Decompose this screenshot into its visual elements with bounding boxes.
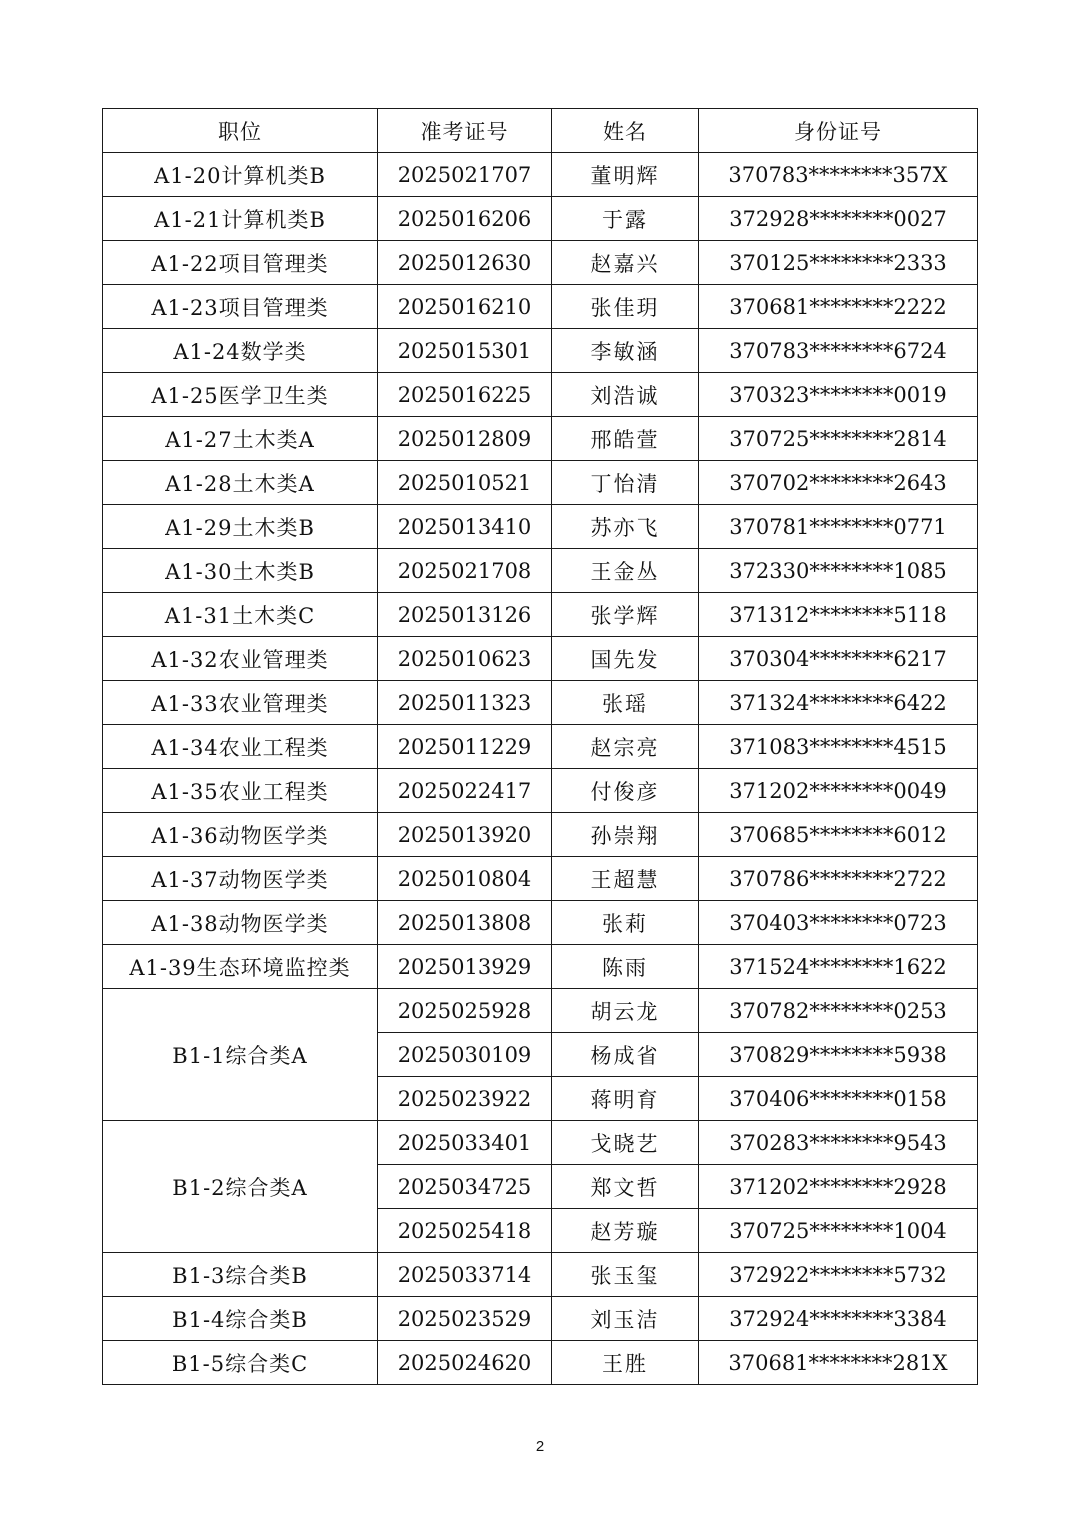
header-id-number: 身份证号 (699, 109, 978, 153)
id-number-cell: 370781********0771 (699, 505, 978, 549)
exam-number-cell: 2025021708 (378, 549, 552, 593)
table-row (103, 1253, 978, 1297)
id-number-cell: 370725********2814 (699, 417, 978, 461)
id-number-cell: 372928********0027 (699, 197, 978, 241)
exam-number-cell: 2025021707 (378, 153, 552, 197)
table-row (103, 637, 978, 681)
name-cell: 刘玉洁 (552, 1297, 699, 1341)
exam-number-cell: 2025011323 (378, 681, 552, 725)
id-number-cell: 370304********6217 (699, 637, 978, 681)
table-row (103, 153, 978, 197)
exam-number-cell: 2025024620 (378, 1341, 552, 1385)
id-number-cell: 372924********3384 (699, 1297, 978, 1341)
table-row (103, 329, 978, 373)
id-number-cell: 370829********5938 (699, 1033, 978, 1077)
name-cell: 胡云龙 (552, 989, 699, 1033)
table-row (103, 373, 978, 417)
exam-number-cell: 2025011229 (378, 725, 552, 769)
id-number-cell: 371083********4515 (699, 725, 978, 769)
name-cell: 郑文哲 (552, 1165, 699, 1209)
name-cell: 邢皓萱 (552, 417, 699, 461)
exam-number-cell: 2025013126 (378, 593, 552, 637)
id-number-cell: 370681********281X (699, 1341, 978, 1385)
name-cell: 张佳玥 (552, 285, 699, 329)
exam-number-cell: 2025010521 (378, 461, 552, 505)
exam-number-cell: 2025030109 (378, 1033, 552, 1077)
position-cell: A1-24数学类 (103, 329, 378, 373)
exam-number-cell: 2025012809 (378, 417, 552, 461)
exam-number-cell: 2025033401 (378, 1121, 552, 1165)
exam-number-cell: 2025033714 (378, 1253, 552, 1297)
id-number-cell: 370283********9543 (699, 1121, 978, 1165)
position-cell: B1-2综合类A (103, 1121, 378, 1253)
name-cell: 赵宗亮 (552, 725, 699, 769)
table-row (103, 197, 978, 241)
id-number-cell: 370786********2722 (699, 857, 978, 901)
name-cell: 孙崇翔 (552, 813, 699, 857)
position-cell: B1-5综合类C (103, 1341, 378, 1385)
id-number-cell: 371202********2928 (699, 1165, 978, 1209)
id-number-cell: 370406********0158 (699, 1077, 978, 1121)
position-cell: A1-21计算机类B (103, 197, 378, 241)
exam-number-cell: 2025025928 (378, 989, 552, 1033)
position-cell: A1-38动物医学类 (103, 901, 378, 945)
exam-number-cell: 2025023529 (378, 1297, 552, 1341)
id-number-cell: 370685********6012 (699, 813, 978, 857)
table-row (103, 549, 978, 593)
id-number-cell: 370323********0019 (699, 373, 978, 417)
exam-number-cell: 2025013808 (378, 901, 552, 945)
name-cell: 王胜 (552, 1341, 699, 1385)
name-cell: 国先发 (552, 637, 699, 681)
table-row (103, 989, 978, 1033)
name-cell: 张瑶 (552, 681, 699, 725)
id-number-cell: 371312********5118 (699, 593, 978, 637)
position-cell: A1-37动物医学类 (103, 857, 378, 901)
name-cell: 张莉 (552, 901, 699, 945)
table-body (103, 153, 978, 1385)
table-row (103, 461, 978, 505)
id-number-cell: 371524********1622 (699, 945, 978, 989)
name-cell: 杨成省 (552, 1033, 699, 1077)
id-number-cell: 370681********2222 (699, 285, 978, 329)
position-cell: A1-39生态环境监控类 (103, 945, 378, 989)
name-cell: 戈晓艺 (552, 1121, 699, 1165)
exam-number-cell: 2025013929 (378, 945, 552, 989)
exam-number-cell: 2025010804 (378, 857, 552, 901)
header-exam-number: 准考证号 (378, 109, 552, 153)
table-row (103, 681, 978, 725)
exam-number-cell: 2025012630 (378, 241, 552, 285)
table-row (103, 857, 978, 901)
exam-number-cell: 2025034725 (378, 1165, 552, 1209)
exam-number-cell: 2025023922 (378, 1077, 552, 1121)
table-row (103, 1121, 978, 1165)
id-number-cell: 370783********357X (699, 153, 978, 197)
position-cell: A1-34农业工程类 (103, 725, 378, 769)
id-number-cell: 372330********1085 (699, 549, 978, 593)
candidate-table (102, 108, 978, 1385)
name-cell: 于露 (552, 197, 699, 241)
name-cell: 王超慧 (552, 857, 699, 901)
position-cell: A1-32农业管理类 (103, 637, 378, 681)
table-row (103, 505, 978, 549)
position-cell: A1-28土木类A (103, 461, 378, 505)
name-cell: 丁怡清 (552, 461, 699, 505)
table-row (103, 1297, 978, 1341)
position-cell: A1-27土木类A (103, 417, 378, 461)
header-name: 姓名 (552, 109, 699, 153)
id-number-cell: 372922********5732 (699, 1253, 978, 1297)
position-cell: A1-33农业管理类 (103, 681, 378, 725)
exam-number-cell: 2025013410 (378, 505, 552, 549)
header-row (103, 109, 978, 153)
position-cell: A1-29土木类B (103, 505, 378, 549)
position-cell: A1-25医学卫生类 (103, 373, 378, 417)
name-cell: 赵嘉兴 (552, 241, 699, 285)
exam-number-cell: 2025015301 (378, 329, 552, 373)
exam-number-cell: 2025016206 (378, 197, 552, 241)
name-cell: 苏亦飞 (552, 505, 699, 549)
id-number-cell: 370782********0253 (699, 989, 978, 1033)
table-row (103, 725, 978, 769)
name-cell: 蒋明育 (552, 1077, 699, 1121)
name-cell: 王金丛 (552, 549, 699, 593)
name-cell: 刘浩诚 (552, 373, 699, 417)
position-cell: A1-22项目管理类 (103, 241, 378, 285)
name-cell: 李敏涵 (552, 329, 699, 373)
exam-number-cell: 2025016210 (378, 285, 552, 329)
table-row (103, 901, 978, 945)
name-cell: 董明辉 (552, 153, 699, 197)
exam-number-cell: 2025025418 (378, 1209, 552, 1253)
exam-number-cell: 2025013920 (378, 813, 552, 857)
id-number-cell: 370403********0723 (699, 901, 978, 945)
page-number: 2 (535, 1438, 545, 1455)
table-row (103, 813, 978, 857)
table-row (103, 769, 978, 813)
table-row (103, 417, 978, 461)
id-number-cell: 370783********6724 (699, 329, 978, 373)
id-number-cell: 371324********6422 (699, 681, 978, 725)
id-number-cell: 371202********0049 (699, 769, 978, 813)
exam-number-cell: 2025010623 (378, 637, 552, 681)
id-number-cell: 370725********1004 (699, 1209, 978, 1253)
position-cell: A1-30土木类B (103, 549, 378, 593)
position-cell: A1-36动物医学类 (103, 813, 378, 857)
table-row (103, 285, 978, 329)
position-cell: A1-31土木类C (103, 593, 378, 637)
table-row (103, 241, 978, 285)
header-position: 职位 (103, 109, 378, 153)
name-cell: 张玉玺 (552, 1253, 699, 1297)
exam-number-cell: 2025016225 (378, 373, 552, 417)
table-row (103, 1341, 978, 1385)
position-cell: A1-20计算机类B (103, 153, 378, 197)
id-number-cell: 370702********2643 (699, 461, 978, 505)
name-cell: 赵芳璇 (552, 1209, 699, 1253)
position-cell: B1-1综合类A (103, 989, 378, 1121)
table-row (103, 593, 978, 637)
name-cell: 付俊彦 (552, 769, 699, 813)
name-cell: 张学辉 (552, 593, 699, 637)
position-cell: B1-3综合类B (103, 1253, 378, 1297)
exam-number-cell: 2025022417 (378, 769, 552, 813)
table-row (103, 945, 978, 989)
position-cell: A1-23项目管理类 (103, 285, 378, 329)
position-cell: B1-4综合类B (103, 1297, 378, 1341)
name-cell: 陈雨 (552, 945, 699, 989)
id-number-cell: 370125********2333 (699, 241, 978, 285)
position-cell: A1-35农业工程类 (103, 769, 378, 813)
